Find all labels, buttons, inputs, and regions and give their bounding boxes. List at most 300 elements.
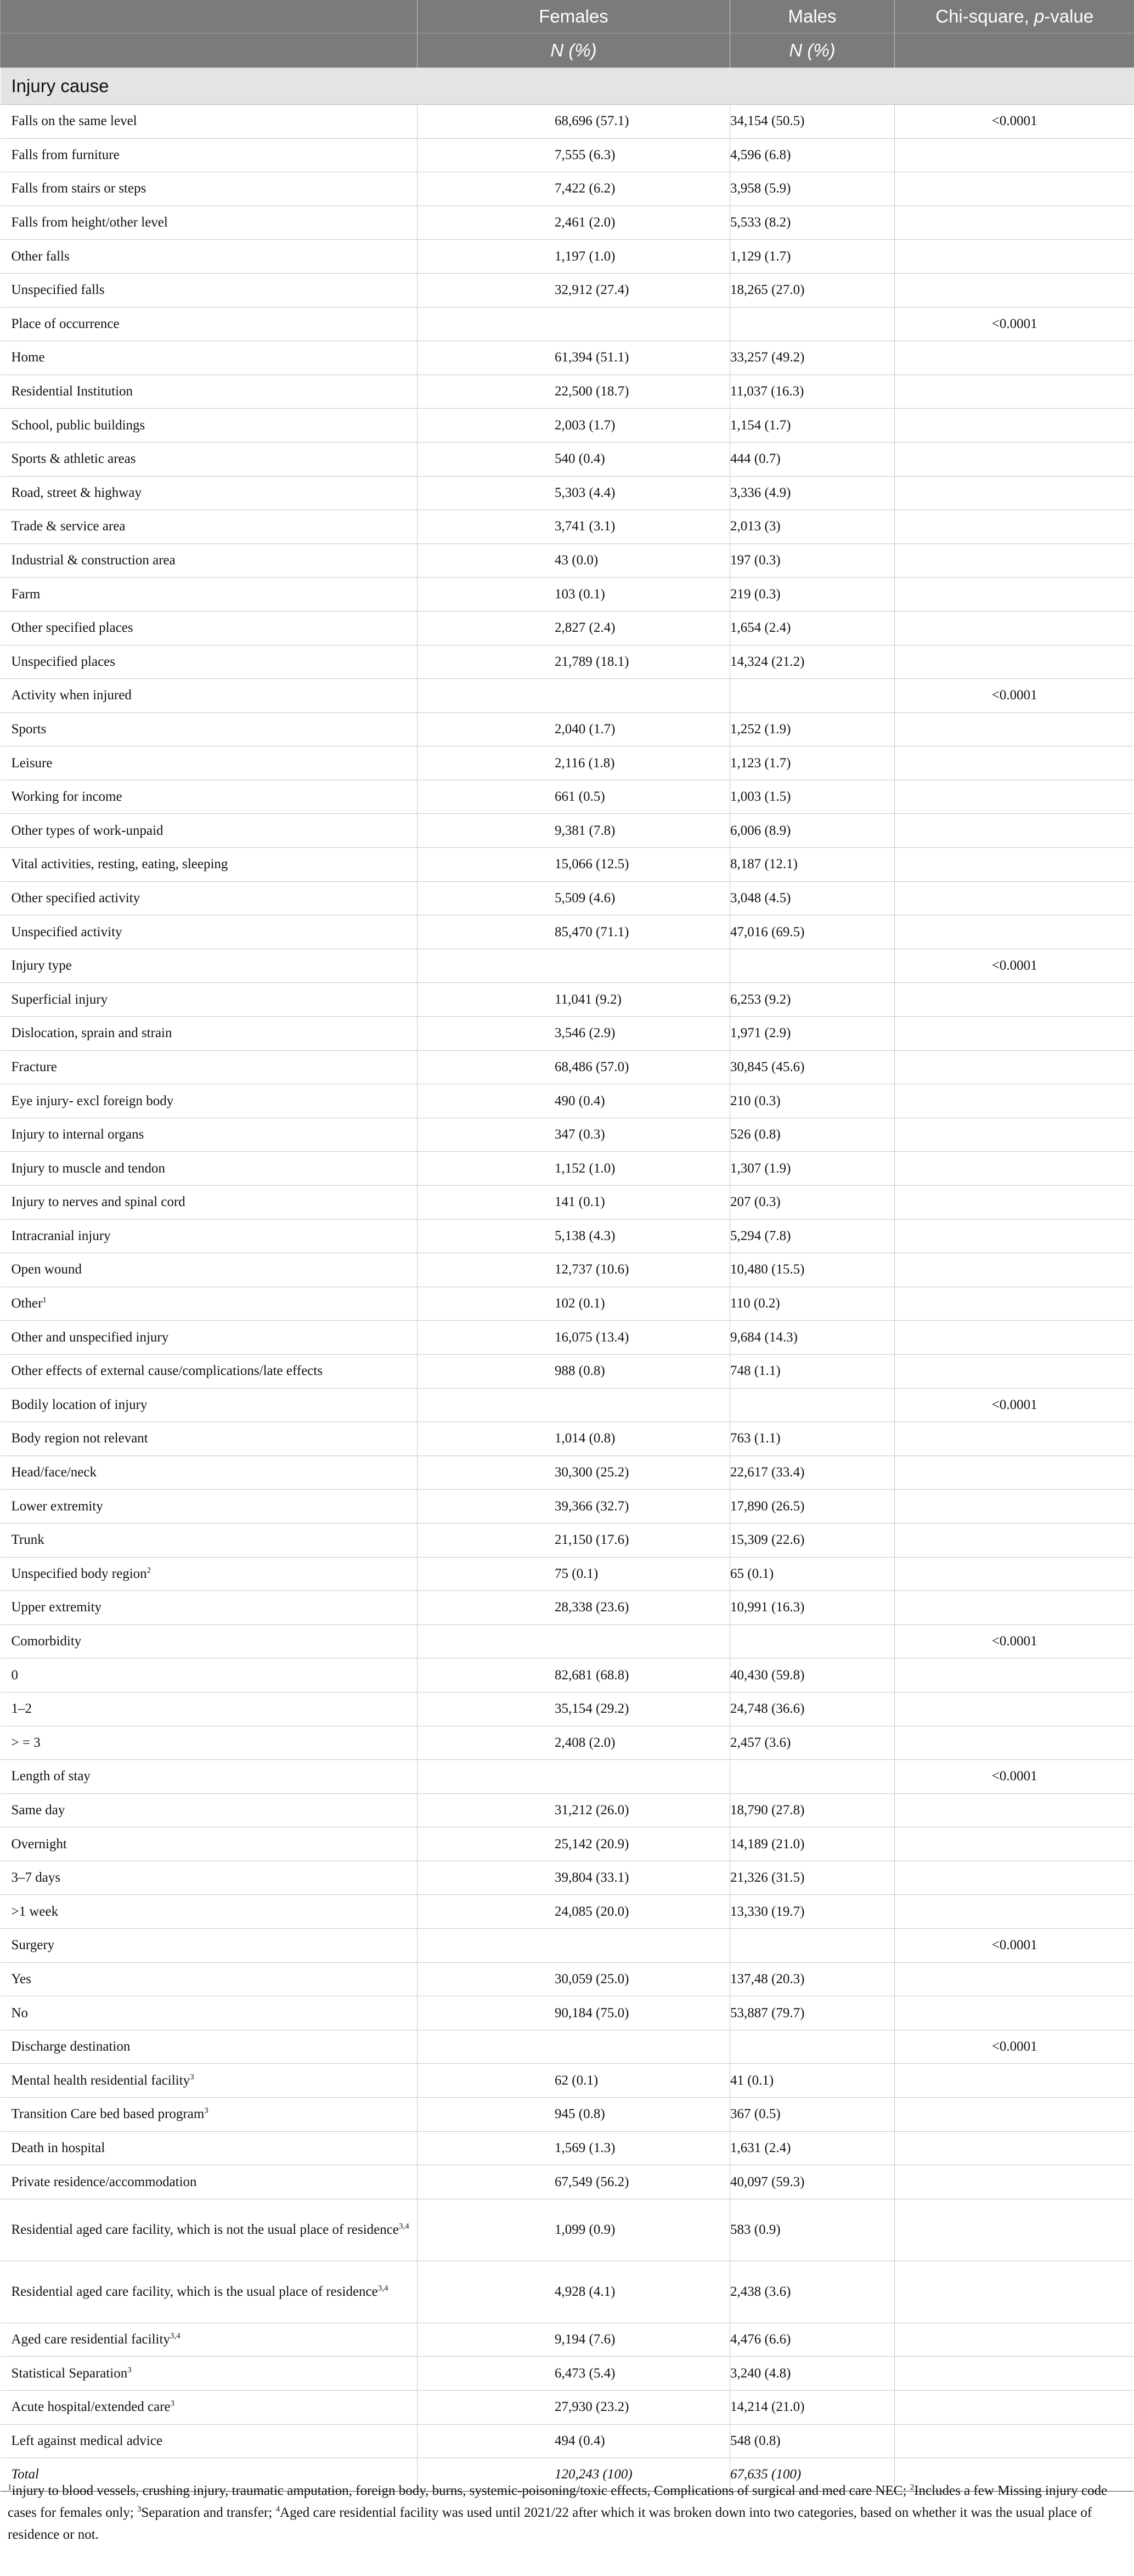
p-value xyxy=(895,1523,1134,1557)
subheader-males xyxy=(730,33,895,68)
row-label-text: Injury to internal organs xyxy=(11,1127,144,1142)
subheader-females-text: N (%) xyxy=(550,40,597,60)
females-value: 67,549 (56.2) xyxy=(418,2165,730,2199)
row-label xyxy=(1,1962,418,1996)
header-row xyxy=(1,0,1134,33)
males-value: 197 (0.3) xyxy=(730,543,895,578)
p-value xyxy=(895,780,1134,814)
row-label xyxy=(1,1591,418,1625)
females-value: 11,041 (9.2) xyxy=(418,983,730,1017)
females-value: 1,014 (0.8) xyxy=(418,1422,730,1456)
row-label xyxy=(1,2199,418,2261)
row-label xyxy=(1,2424,418,2458)
females-value xyxy=(418,679,730,713)
females-value: 945 (0.8) xyxy=(418,2098,730,2132)
row-label-text: Trade & service area xyxy=(11,519,126,534)
row-label xyxy=(1,645,418,679)
table-row xyxy=(1,1050,1134,1084)
females-value xyxy=(418,2030,730,2064)
table-row xyxy=(1,1118,1134,1152)
table-row xyxy=(1,746,1134,780)
row-label-text: Residential Institution xyxy=(11,384,133,399)
table-row xyxy=(1,1186,1134,1220)
table-row xyxy=(1,1253,1134,1287)
row-label-text: Death in hospital xyxy=(11,2140,105,2155)
males-value: 1,003 (1.5) xyxy=(730,780,895,814)
males-value: 34,154 (50.5) xyxy=(730,105,895,139)
females-value: 1,152 (1.0) xyxy=(418,1152,730,1186)
row-label-text: Falls from furniture xyxy=(11,147,120,162)
footnote-number: 4 xyxy=(275,2505,280,2514)
females-value: 6,473 (5.4) xyxy=(418,2357,730,2391)
row-label-text: Lower extremity xyxy=(11,1498,103,1514)
p-value xyxy=(895,2098,1134,2132)
row-label xyxy=(1,510,418,544)
row-label-text: Other and unspecified injury xyxy=(11,1329,169,1345)
row-label-text: Other specified places xyxy=(11,620,133,636)
row-label xyxy=(1,2098,418,2132)
p-value xyxy=(895,1186,1134,1220)
row-label-text: Dislocation, sprain and strain xyxy=(11,1026,172,1041)
females-value: 27,930 (23.2) xyxy=(418,2391,730,2425)
males-value: 763 (1.1) xyxy=(730,1422,895,1456)
row-label-text: Residential aged care facility, which is the usual place of residence xyxy=(11,2284,378,2299)
row-label xyxy=(1,712,418,746)
males-value: 40,430 (59.8) xyxy=(730,1658,895,1692)
footnote-number: 2 xyxy=(910,2483,915,2492)
p-value xyxy=(895,1726,1134,1760)
females-value xyxy=(418,1760,730,1794)
footnote-marker: 3,4 xyxy=(398,2222,409,2231)
females-value: 1,099 (0.9) xyxy=(418,2199,730,2261)
females-value: 3,741 (3.1) xyxy=(418,510,730,544)
row-label xyxy=(1,105,418,139)
males-value: 15,309 (22.6) xyxy=(730,1523,895,1557)
males-value: 18,265 (27.0) xyxy=(730,273,895,307)
females-value: 2,003 (1.7) xyxy=(418,409,730,443)
females-value: 2,408 (2.0) xyxy=(418,1726,730,1760)
row-label-text: Industrial & construction area xyxy=(11,553,176,568)
males-value: 2,438 (3.6) xyxy=(730,2261,895,2323)
p-value xyxy=(895,746,1134,780)
table-row xyxy=(1,409,1134,443)
p-value xyxy=(895,2323,1134,2357)
row-label-text: Unspecified falls xyxy=(11,282,105,298)
row-label-text: Road, street & highway xyxy=(11,485,142,500)
table-row xyxy=(1,172,1134,206)
footnote-marker: 3,4 xyxy=(170,2331,180,2341)
males-value: 1,123 (1.7) xyxy=(730,746,895,780)
females-value: 1,197 (1.0) xyxy=(418,240,730,274)
row-label xyxy=(1,1017,418,1051)
males-value: 1,307 (1.9) xyxy=(730,1152,895,1186)
table-row xyxy=(1,1861,1134,1895)
p-value xyxy=(895,1321,1134,1355)
p-value xyxy=(895,1658,1134,1692)
p-value xyxy=(895,1861,1134,1895)
females-value: 2,116 (1.8) xyxy=(418,746,730,780)
females-value: 120,243 (100) xyxy=(418,2458,730,2492)
table-row xyxy=(1,138,1134,172)
row-label-text: Acute hospital/extended care xyxy=(11,2399,171,2415)
table-row xyxy=(1,578,1134,612)
females-value: 31,212 (26.0) xyxy=(418,1793,730,1827)
table-row xyxy=(1,105,1134,139)
row-label xyxy=(1,172,418,206)
p-value: <0.0001 xyxy=(895,2030,1134,2064)
p-value: <0.0001 xyxy=(895,1624,1134,1658)
table-row xyxy=(1,1456,1134,1490)
males-value: 30,845 (45.6) xyxy=(730,1050,895,1084)
table-row xyxy=(1,1523,1134,1557)
p-value xyxy=(895,2199,1134,2261)
p-value: <0.0001 xyxy=(895,679,1134,713)
females-value: 102 (0.1) xyxy=(418,1287,730,1321)
row-label xyxy=(1,1996,418,2030)
table-row xyxy=(1,2064,1134,2098)
p-value xyxy=(895,2064,1134,2098)
subheader-row xyxy=(1,33,1134,68)
row-label-text: Activity when injured xyxy=(11,688,132,703)
row-label xyxy=(1,1827,418,1861)
males-value: 137,48 (20.3) xyxy=(730,1962,895,1996)
row-label xyxy=(1,1456,418,1490)
females-value xyxy=(418,949,730,983)
header-females: Females xyxy=(418,0,730,33)
males-value xyxy=(730,1929,895,1963)
females-value: 24,085 (20.0) xyxy=(418,1895,730,1929)
females-value: 30,059 (25.0) xyxy=(418,1962,730,1996)
table-row xyxy=(1,206,1134,240)
row-label xyxy=(1,2261,418,2323)
row-label xyxy=(1,1760,418,1794)
row-label xyxy=(1,1253,418,1287)
table-row xyxy=(1,2323,1134,2357)
footnote-marker: 3 xyxy=(170,2399,175,2408)
males-value: 367 (0.5) xyxy=(730,2098,895,2132)
table-row xyxy=(1,1084,1134,1118)
males-value: 2,457 (3.6) xyxy=(730,1726,895,1760)
row-label-text: Other xyxy=(11,1296,43,1311)
row-label-text: Overnight xyxy=(11,1836,67,1852)
row-label xyxy=(1,814,418,848)
row-label xyxy=(1,1422,418,1456)
table-row xyxy=(1,2391,1134,2425)
subheader-females xyxy=(418,33,730,68)
header-males: Males xyxy=(730,0,895,33)
p-value xyxy=(895,2165,1134,2199)
row-label-text: Mental health residential facility xyxy=(11,2073,190,2088)
row-label-text: Other falls xyxy=(11,248,70,264)
females-value: 68,486 (57.0) xyxy=(418,1050,730,1084)
males-value: 4,596 (6.8) xyxy=(730,138,895,172)
females-value: 16,075 (13.4) xyxy=(418,1321,730,1355)
table-row xyxy=(1,2030,1134,2064)
females-value xyxy=(418,1388,730,1422)
females-value: 2,461 (2.0) xyxy=(418,206,730,240)
males-value: 2,013 (3) xyxy=(730,510,895,544)
row-label-text: Body region not relevant xyxy=(11,1431,148,1446)
row-label-text: Total xyxy=(11,2467,40,2482)
p-value xyxy=(895,578,1134,612)
females-value: 22,500 (18.7) xyxy=(418,375,730,409)
row-label xyxy=(1,1186,418,1220)
p-value xyxy=(895,510,1134,544)
males-value: 219 (0.3) xyxy=(730,578,895,612)
females-value xyxy=(418,1624,730,1658)
females-value: 9,381 (7.8) xyxy=(418,814,730,848)
p-value xyxy=(895,172,1134,206)
males-value: 53,887 (79.7) xyxy=(730,1996,895,2030)
table-row xyxy=(1,814,1134,848)
males-value: 207 (0.3) xyxy=(730,1186,895,1220)
footnote-text: Aged care residential facility was used until 2021/22 after which it was broken down into two categories, based on whether it was the usual place of residence or not. xyxy=(8,2505,1092,2542)
table-row xyxy=(1,949,1134,983)
males-value: 3,048 (4.5) xyxy=(730,881,895,915)
row-label-text: Other specified activity xyxy=(11,890,140,905)
row-label-text: Sports xyxy=(11,721,47,737)
row-label-text: Unspecified places xyxy=(11,654,116,669)
males-value: 14,324 (21.2) xyxy=(730,645,895,679)
table-row xyxy=(1,1827,1134,1861)
table-row xyxy=(1,1929,1134,1963)
subheader-blank xyxy=(1,33,418,68)
males-value: 10,480 (15.5) xyxy=(730,1253,895,1287)
footnote-text: injury to blood vessels, crushing injury, traumatic amputation, foreign body, burns, systemic-poisoning/toxic effects, Complications of surgical and med care NEC; xyxy=(12,2483,910,2498)
p-value xyxy=(895,1962,1134,1996)
row-label-text: Falls on the same level xyxy=(11,114,137,129)
males-value xyxy=(730,1760,895,1794)
females-value: 2,827 (2.4) xyxy=(418,611,730,645)
p-value xyxy=(895,409,1134,443)
row-label-text: Place of occurrence xyxy=(11,316,120,331)
table-row xyxy=(1,780,1134,814)
table-row xyxy=(1,1996,1134,2030)
row-label-text: Surgery xyxy=(11,1938,55,1953)
males-value: 548 (0.8) xyxy=(730,2424,895,2458)
row-label xyxy=(1,1557,418,1591)
table-row xyxy=(1,1219,1134,1253)
row-label xyxy=(1,2323,418,2357)
row-label-text: Aged care residential facility xyxy=(11,2332,170,2347)
row-label xyxy=(1,1929,418,1963)
p-value xyxy=(895,543,1134,578)
footnote-marker: 3,4 xyxy=(377,2284,388,2293)
p-value xyxy=(895,881,1134,915)
p-value xyxy=(895,442,1134,476)
row-label xyxy=(1,983,418,1017)
females-value: 35,154 (29.2) xyxy=(418,1692,730,1726)
table-row xyxy=(1,1624,1134,1658)
males-value: 9,684 (14.3) xyxy=(730,1321,895,1355)
row-label xyxy=(1,780,418,814)
females-value xyxy=(418,1929,730,1963)
row-label xyxy=(1,2391,418,2425)
row-label xyxy=(1,1084,418,1118)
row-label-text: Falls from height/other level xyxy=(11,215,168,230)
p-value: <0.0001 xyxy=(895,949,1134,983)
table-footnotes xyxy=(0,2480,1134,2546)
males-value: 14,214 (21.0) xyxy=(730,2391,895,2425)
males-value: 6,253 (9.2) xyxy=(730,983,895,1017)
row-label-text: Vital activities, resting, eating, sleeping xyxy=(11,857,228,872)
row-label xyxy=(1,2030,418,2064)
row-label-text: Residential aged care facility, which is not the usual place of residence xyxy=(11,2222,399,2237)
females-value: 61,394 (51.1) xyxy=(418,341,730,375)
table-row xyxy=(1,476,1134,510)
males-value: 17,890 (26.5) xyxy=(730,1490,895,1524)
table-row xyxy=(1,1658,1134,1692)
females-value: 21,789 (18.1) xyxy=(418,645,730,679)
table-row xyxy=(1,1692,1134,1726)
males-value: 67,635 (100) xyxy=(730,2458,895,2492)
males-value: 8,187 (12.1) xyxy=(730,848,895,882)
row-label xyxy=(1,848,418,882)
row-label-text: Farm xyxy=(11,586,41,602)
females-value: 490 (0.4) xyxy=(418,1084,730,1118)
males-value: 1,154 (1.7) xyxy=(730,409,895,443)
females-value: 39,804 (33.1) xyxy=(418,1861,730,1895)
row-label xyxy=(1,1658,418,1692)
row-label xyxy=(1,1050,418,1084)
table-row xyxy=(1,1726,1134,1760)
row-label-text: Upper extremity xyxy=(11,1600,102,1615)
row-label xyxy=(1,273,418,307)
table-row xyxy=(1,1152,1134,1186)
males-value: 47,016 (69.5) xyxy=(730,915,895,949)
females-value: 85,470 (71.1) xyxy=(418,915,730,949)
row-label xyxy=(1,240,418,274)
row-label xyxy=(1,1523,418,1557)
row-label-text: Comorbidity xyxy=(11,1634,82,1649)
row-label xyxy=(1,1287,418,1321)
table-row xyxy=(1,2357,1134,2391)
males-value: 22,617 (33.4) xyxy=(730,1456,895,1490)
row-label-text: > = 3 xyxy=(11,1735,41,1750)
p-value: <0.0001 xyxy=(895,1388,1134,1422)
footnote-text: Includes a few Missing injury code cases for females only; xyxy=(8,2483,1108,2520)
row-label xyxy=(1,1321,418,1355)
females-value: 68,696 (57.1) xyxy=(418,105,730,139)
row-label xyxy=(1,543,418,578)
footnote-number: 3 xyxy=(137,2505,142,2514)
row-label xyxy=(1,611,418,645)
row-label-text: Length of stay xyxy=(11,1769,91,1784)
section-title: Injury cause xyxy=(1,68,1134,105)
table-row xyxy=(1,2098,1134,2132)
p-value xyxy=(895,2424,1134,2458)
females-value: 28,338 (23.6) xyxy=(418,1591,730,1625)
table-row xyxy=(1,1793,1134,1827)
footnote-marker: 2 xyxy=(146,1566,151,1575)
p-value xyxy=(895,1793,1134,1827)
females-value: 540 (0.4) xyxy=(418,442,730,476)
males-value: 5,294 (7.8) xyxy=(730,1219,895,1253)
females-value: 90,184 (75.0) xyxy=(418,1996,730,2030)
row-label-text: Superficial injury xyxy=(11,992,108,1007)
p-value xyxy=(895,1084,1134,1118)
p-value xyxy=(895,1219,1134,1253)
males-value: 24,748 (36.6) xyxy=(730,1692,895,1726)
row-label xyxy=(1,1118,418,1152)
table-row xyxy=(1,881,1134,915)
males-value: 65 (0.1) xyxy=(730,1557,895,1591)
row-label xyxy=(1,375,418,409)
row-label xyxy=(1,915,418,949)
p-value xyxy=(895,1591,1134,1625)
males-value xyxy=(730,1388,895,1422)
p-value xyxy=(895,814,1134,848)
row-label-text: Leisure xyxy=(11,755,53,771)
p-value xyxy=(895,206,1134,240)
table-row xyxy=(1,1962,1134,1996)
row-label-text: Private residence/accommodation xyxy=(11,2174,197,2189)
row-label-text: Injury to muscle and tendon xyxy=(11,1160,165,1176)
table-row xyxy=(1,679,1134,713)
p-value: <0.0001 xyxy=(895,1929,1134,1963)
males-value: 748 (1.1) xyxy=(730,1354,895,1388)
p-value xyxy=(895,1557,1134,1591)
table-row xyxy=(1,1760,1134,1794)
p-value xyxy=(895,848,1134,882)
row-label xyxy=(1,442,418,476)
males-value: 3,336 (4.9) xyxy=(730,476,895,510)
females-value: 30,300 (25.2) xyxy=(418,1456,730,1490)
females-value: 4,928 (4.1) xyxy=(418,2261,730,2323)
males-value: 5,533 (8.2) xyxy=(730,206,895,240)
p-value xyxy=(895,1692,1134,1726)
footnote-number: 1 xyxy=(8,2483,12,2492)
row-label xyxy=(1,138,418,172)
table-row xyxy=(1,1490,1134,1524)
males-value: 3,958 (5.9) xyxy=(730,172,895,206)
table-row xyxy=(1,1591,1134,1625)
p-value: <0.0001 xyxy=(895,307,1134,341)
p-value xyxy=(895,1490,1134,1524)
row-label-text: Eye injury- excl foreign body xyxy=(11,1093,174,1108)
males-value: 1,631 (2.4) xyxy=(730,2131,895,2165)
row-label-text: Left against medical advice xyxy=(11,2433,163,2448)
females-value: 82,681 (68.8) xyxy=(418,1658,730,1692)
males-value: 526 (0.8) xyxy=(730,1118,895,1152)
subheader-blank-chi xyxy=(895,33,1134,68)
row-label xyxy=(1,881,418,915)
row-label-text: Injury to nerves and spinal cord xyxy=(11,1194,185,1210)
table-row xyxy=(1,915,1134,949)
p-value xyxy=(895,341,1134,375)
females-value: 5,303 (4.4) xyxy=(418,476,730,510)
table-row xyxy=(1,1557,1134,1591)
p-value xyxy=(895,1287,1134,1321)
section-header-row xyxy=(1,68,1134,105)
males-value xyxy=(730,307,895,341)
table-row xyxy=(1,2131,1134,2165)
row-label xyxy=(1,341,418,375)
row-label xyxy=(1,1219,418,1253)
p-value xyxy=(895,375,1134,409)
females-value: 43 (0.0) xyxy=(418,543,730,578)
footnote-marker: 1 xyxy=(42,1295,47,1305)
row-label xyxy=(1,2131,418,2165)
row-label-text: Other types of work-unpaid xyxy=(11,823,163,838)
row-label xyxy=(1,476,418,510)
row-label-text: Yes xyxy=(11,1971,31,1986)
header-blank xyxy=(1,0,418,33)
row-label-text: Head/face/neck xyxy=(11,1465,97,1480)
table-row xyxy=(1,273,1134,307)
row-label xyxy=(1,1726,418,1760)
females-value: 9,194 (7.6) xyxy=(418,2323,730,2357)
